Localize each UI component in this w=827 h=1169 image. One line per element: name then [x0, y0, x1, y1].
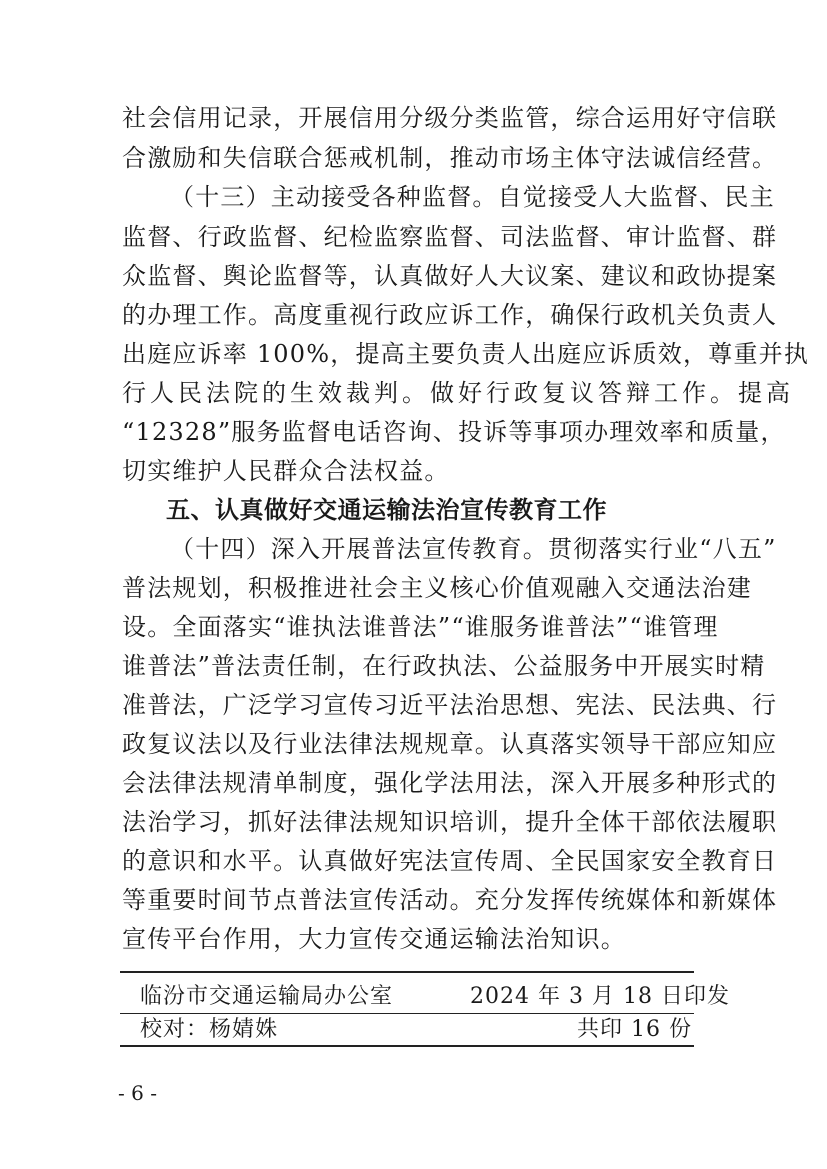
body-line: 监督、行政监督、纪检监察监督、司法监督、审计监督、群: [122, 223, 778, 251]
body-line: 行人民法院的生效裁判。做好行政复议答辩工作。提高: [122, 379, 794, 407]
body-line: （十三）主动接受各种监督。自觉接受人大监督、民主: [170, 183, 775, 211]
body-line: 会法律法规清单制度，强化学法用法，深入开展多种形式的: [122, 769, 778, 797]
body-line: 合激励和失信联合惩戒机制，推动市场主体守法诚信经营。: [122, 144, 778, 172]
body-line: （十四）深入开展普法宣传教育。贯彻落实行业“八五”: [170, 535, 777, 563]
body-line: 众监督、舆论监督等，认真做好人大议案、建议和政协提案: [122, 262, 778, 290]
body-line: 普法规划，积极推进社会主义核心价值观融入交通法治建: [122, 574, 752, 602]
footer-copies: 共印 16 份: [577, 1017, 692, 1042]
footer-proofreader: 校对：杨婧姝: [140, 1017, 279, 1042]
section-heading: 五、认真做好交通运输法治宣传教育工作: [166, 496, 607, 524]
footer-issue-date: 2024 年 3 月 18 日印发: [470, 984, 730, 1009]
page-number: - 6 -: [118, 1081, 157, 1105]
body-line: 政复议法以及行业法律法规规章。认真落实领导干部应知应: [122, 730, 778, 758]
body-line: 谁普法”普法责任制，在行政执法、公益服务中开展实时精: [122, 652, 766, 680]
footer-middle-rule: [120, 1013, 694, 1014]
footer-top-rule: [120, 971, 694, 973]
body-line: 的办理工作。高度重视行政应诉工作，确保行政机关负责人: [122, 301, 778, 329]
footer-issuer: 临汾市交通运输局办公室: [140, 984, 394, 1009]
body-line: 准普法，广泛学习宣传习近平法治思想、宪法、民法典、行: [122, 691, 778, 719]
body-line: 的意识和水平。认真做好宪法宣传周、全民国家安全教育日: [122, 847, 778, 875]
body-line: 社会信用记录，开展信用分级分类监管，综合运用好守信联: [122, 104, 778, 132]
body-line: 法治学习，抓好法律法规知识培训，提升全体干部依法履职: [122, 808, 778, 836]
body-line: 切实维护人民群众合法权益。: [122, 457, 450, 485]
body-line: 等重要时间节点普法宣传活动。充分发挥传统媒体和新媒体: [122, 886, 778, 914]
body-line: “12328”服务监督电话咨询、投诉等事项办理效率和质量，: [122, 418, 786, 446]
body-line: 宣传平台作用，大力宣传交通运输法治知识。: [122, 925, 626, 953]
body-line: 出庭应诉率 100%，提高主要负责人出庭应诉质效，尊重并执: [122, 340, 810, 368]
footer-bottom-rule: [120, 1045, 694, 1047]
body-line: 设。全面落实“谁执法谁普法”“谁服务谁普法”“谁管理: [122, 613, 719, 641]
